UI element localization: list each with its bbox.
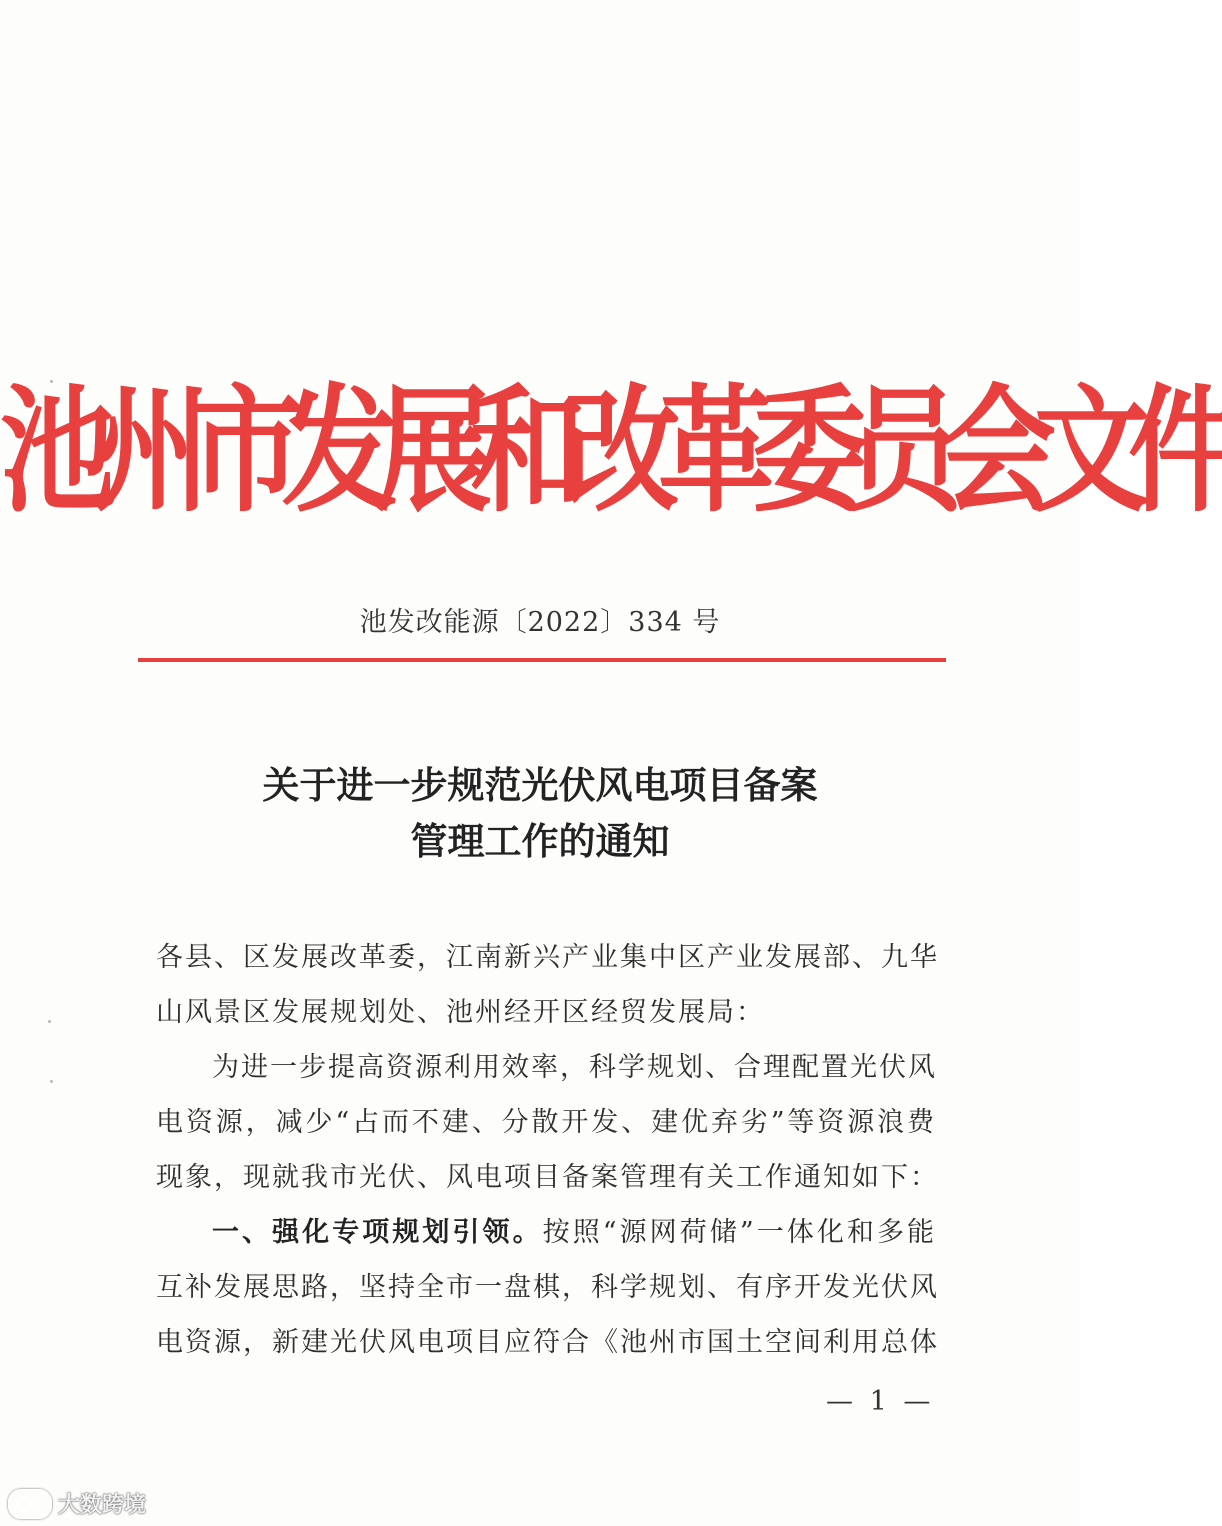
page-number: — 1 — <box>826 1386 935 1417</box>
section-1-heading: 一、强化专项规划引领。 <box>212 1217 543 1248</box>
document-number: 池发改能源〔2022〕334 号 <box>359 607 721 638</box>
document-body <box>156 930 939 1370</box>
section-1-line-2: 互补发展思路，坚持全市一盘棋，科学规划、有序开发光伏风 <box>156 1272 939 1303</box>
watermark-text: 大数跨境 <box>58 1493 147 1518</box>
watermark-logo-icon <box>8 1489 52 1519</box>
section-1-line-1 <box>156 1205 936 1260</box>
title-line-2: 管理工作的通知 <box>410 820 670 863</box>
recipients-line-2: 山风景区发展规划处、池州经开区经贸发展局： <box>156 997 765 1028</box>
intro-line-3: 现象，现就我市光伏、风电项目备案管理有关工作通知如下： <box>156 1162 939 1193</box>
recipients-line-1: 各县、区发展改革委，江南新兴产业集中区产业发展部、九华 <box>156 942 939 973</box>
section-1-line-1-text: 按照“源网荷储”一体化和多能 <box>542 1217 936 1248</box>
scan-speck <box>48 1020 51 1023</box>
document-title <box>0 758 1080 870</box>
intro-line-1: 为进一步提高资源利用效率，科学规划、合理配置光伏风 <box>212 1052 937 1083</box>
red-masthead: 池州市发展和改革委员会文件 <box>0 372 1222 532</box>
section-1-line-3: 电资源，新建光伏风电项目应符合《池州市国土空间利用总体 <box>156 1327 939 1358</box>
scan-speck <box>50 1080 53 1083</box>
title-line-1: 关于进一步规范光伏风电项目备案 <box>262 764 818 807</box>
watermark <box>8 1488 146 1519</box>
intro-line-2: 电资源，减少“占而不建、分散开发、建优弃劣”等资源浪费 <box>156 1107 936 1138</box>
red-divider-line <box>138 658 946 662</box>
